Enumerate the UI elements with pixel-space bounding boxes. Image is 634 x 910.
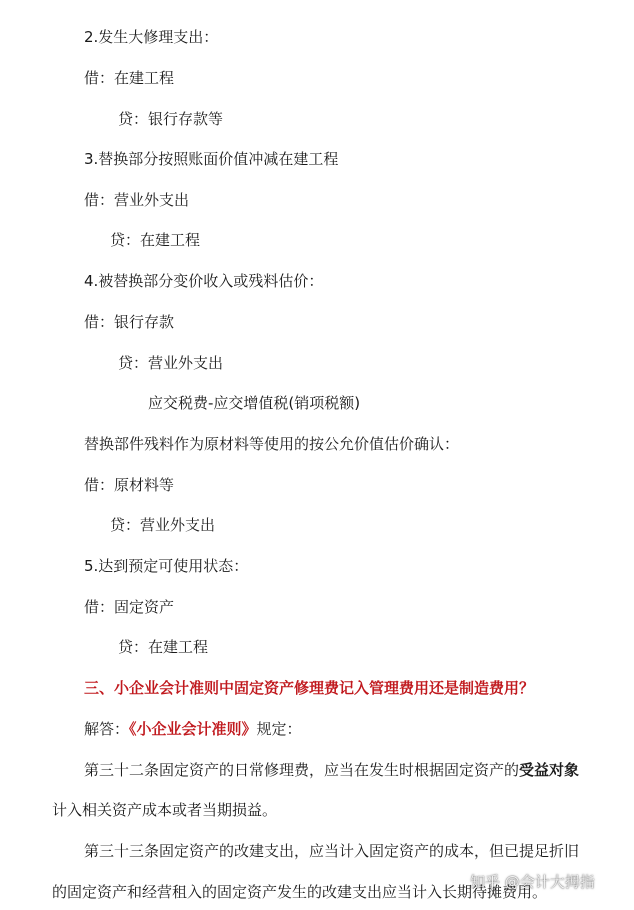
answer-line	[84, 718, 302, 740]
answer-prefix: 解答：	[84, 720, 130, 738]
regulation-link[interactable]: 《小企业会计准则》	[129, 720, 257, 738]
residual-note: 替换部件残料作为原材料等使用的按公允价值估价确认：	[84, 435, 460, 453]
step-5-title: 5.达到预定可使用状态：	[84, 557, 249, 575]
step-3-title: 3.替换部分按照账面价值冲减在建工程	[84, 150, 339, 168]
debit-line: 借：营业外支出	[84, 191, 190, 209]
credit-line: 贷：银行存款等	[118, 110, 224, 128]
credit-line-sub: 应交税费-应交增值税(销项税额)	[148, 394, 361, 412]
article-32-text: 第三十二条固定资产的日常修理费，应当在发生时根据固定资产的	[84, 761, 520, 779]
article-32-line-2: 计入相关资产成本或者当期损益。	[52, 801, 278, 819]
credit-line: 贷：营业外支出	[118, 354, 224, 372]
credit-line: 贷：在建工程	[110, 231, 201, 249]
credit-line: 贷：营业外支出	[110, 516, 216, 534]
beneficiary-bold: 受益对象	[519, 761, 580, 779]
zhihu-watermark: 知乎 @会计大拇指	[470, 873, 595, 891]
section-heading: 三、小企业会计准则中固定资产修理费记入管理费用还是制造费用？	[84, 679, 535, 697]
debit-line: 借：在建工程	[84, 69, 175, 87]
answer-suffix: 规定：	[256, 720, 302, 738]
article-33-line-2: 的固定资产和经营租入的固定资产发生的改建支出应当计入长期待摊费用。	[52, 883, 548, 901]
step-2-title: 2.发生大修理支出：	[84, 28, 219, 46]
article-32-line-1	[84, 759, 579, 781]
article-33-line-1: 第三十三条固定资产的改建支出，应当计入固定资产的成本，但已提足折旧	[84, 842, 580, 860]
debit-line: 借：原材料等	[84, 476, 175, 494]
credit-line: 贷：在建工程	[118, 638, 209, 656]
debit-line: 借：固定资产	[84, 598, 175, 616]
debit-line: 借：银行存款	[84, 313, 175, 331]
step-4-title: 4.被替换部分变价收入或残料估价：	[84, 272, 324, 290]
